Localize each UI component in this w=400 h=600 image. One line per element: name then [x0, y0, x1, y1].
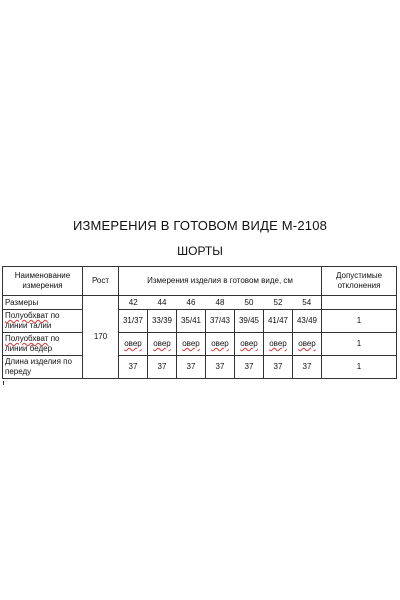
value-cell: 31/37 [119, 310, 148, 333]
header-tolerance: Допустимые отклонения [322, 267, 397, 296]
tolerance-cell: 1 [322, 333, 397, 356]
value-cell: овер [235, 333, 264, 356]
table-header-row [3, 267, 397, 296]
value-cell: овер [264, 333, 293, 356]
row-label: Полуобхват по линии бедер [3, 333, 83, 356]
value-cell: 37 [293, 356, 322, 379]
size-cell: 50 [235, 296, 264, 310]
table-corner-mark [3, 381, 4, 385]
row-label: Длина изделия по переду [3, 356, 83, 379]
height-value: 170 [83, 296, 119, 379]
value-cell: 39/45 [235, 310, 264, 333]
row-label: Полуобхват по линии талии [3, 310, 83, 333]
document-title: ИЗМЕРЕНИЯ В ГОТОВОМ ВИДЕ М-2108 [72, 218, 328, 233]
table-row-sizes [3, 296, 397, 310]
value-cell: 37 [235, 356, 264, 379]
size-cell: 46 [177, 296, 206, 310]
value-cell: овер [148, 333, 177, 356]
tolerance-cell: 1 [322, 310, 397, 333]
value-cell: 43/49 [293, 310, 322, 333]
header-height: Рост [83, 267, 119, 296]
value-cell: 35/41 [177, 310, 206, 333]
table-row [3, 356, 397, 379]
table-row [3, 333, 397, 356]
document-subtitle: ШОРТЫ [177, 244, 223, 258]
value-cell: 37 [177, 356, 206, 379]
size-cell: 54 [293, 296, 322, 310]
sizes-tolerance-empty [322, 296, 397, 310]
value-cell: 37 [264, 356, 293, 379]
value-cell: 41/47 [264, 310, 293, 333]
tolerance-cell: 1 [322, 356, 397, 379]
value-cell: 37/43 [206, 310, 235, 333]
value-cell: 37 [119, 356, 148, 379]
measurements-table [2, 266, 397, 379]
size-cell: 48 [206, 296, 235, 310]
value-cell: 37 [206, 356, 235, 379]
table-row [3, 310, 397, 333]
size-cell: 42 [119, 296, 148, 310]
header-measurements: Измерения изделия в готовом виде, см [119, 267, 322, 296]
value-cell: овер [206, 333, 235, 356]
size-cell: 52 [264, 296, 293, 310]
sizes-label: Размеры [3, 296, 83, 310]
size-cell: 44 [148, 296, 177, 310]
value-cell: овер [293, 333, 322, 356]
value-cell: овер [119, 333, 148, 356]
value-cell: овер [177, 333, 206, 356]
value-cell: 33/39 [148, 310, 177, 333]
header-measurement-name: Наименование измерения [3, 267, 83, 296]
value-cell: 37 [148, 356, 177, 379]
